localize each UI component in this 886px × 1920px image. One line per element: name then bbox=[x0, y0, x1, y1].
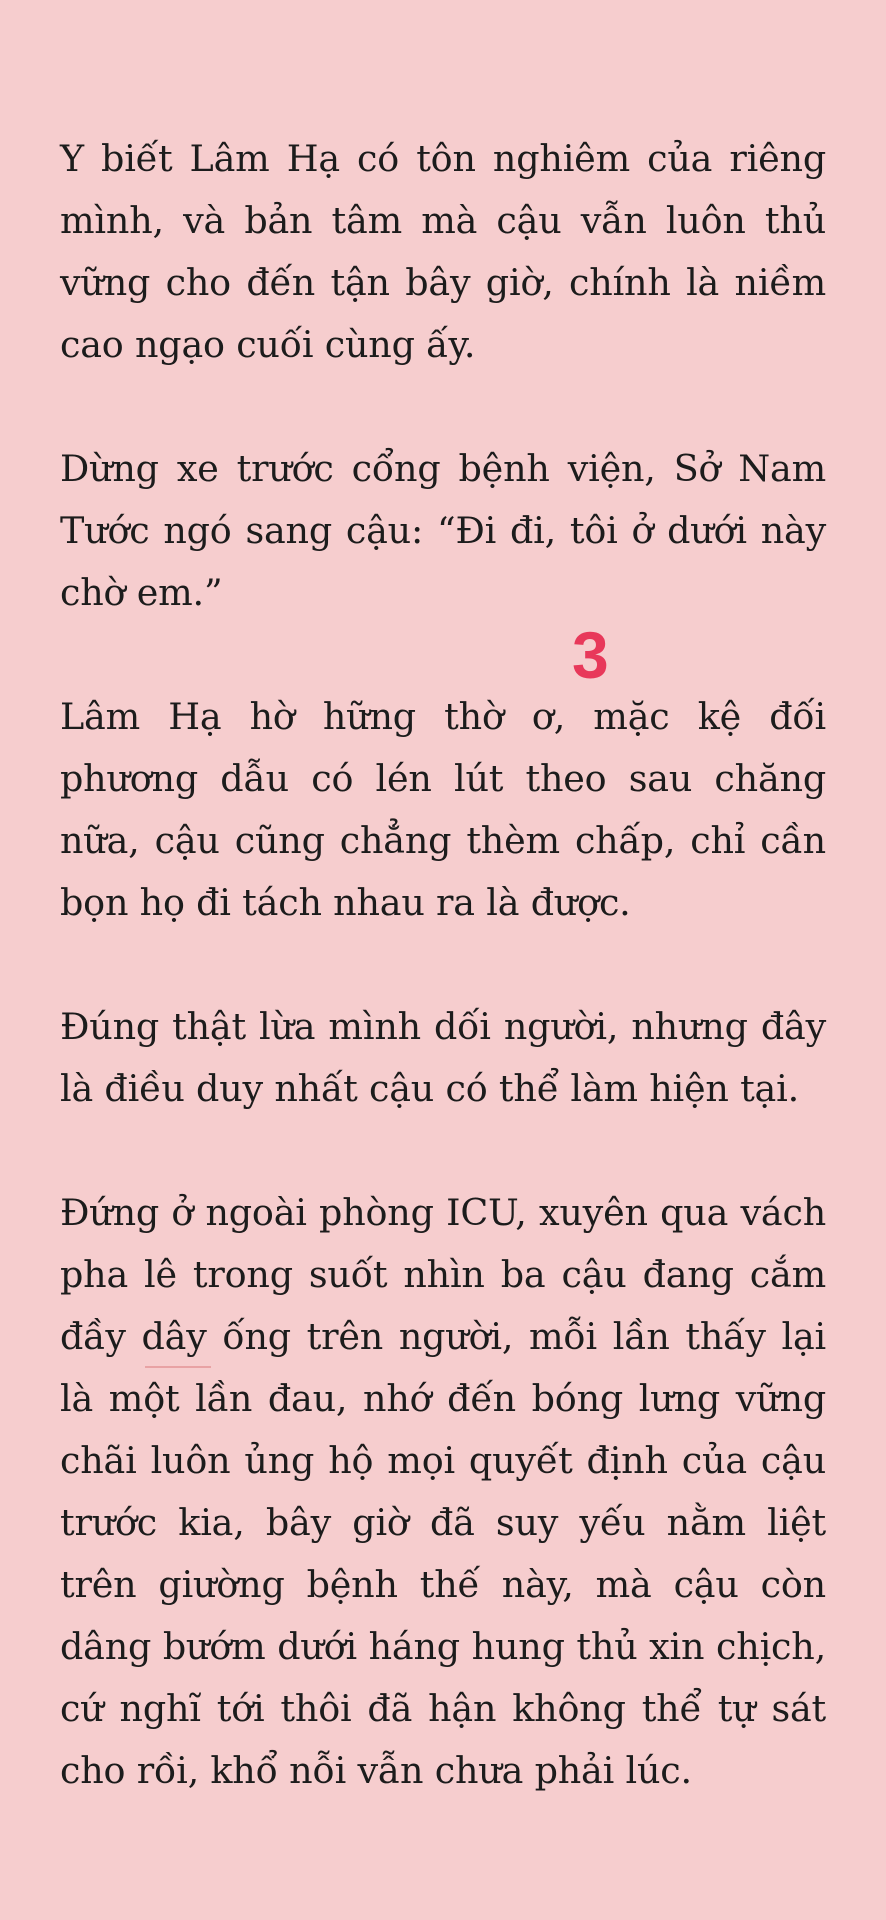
paragraph-3: Lâm Hạ hờ hững thờ ơ, mặc kệ đối phương dẫu có lén lút theo sau chăng nữa, cậu cũng chẳng thèm chấp, chỉ cần bọn họ đi tách nhau ra là được. bbox=[60, 695, 826, 924]
spellcheck-underline bbox=[145, 1366, 211, 1368]
paragraph-2: Dừng xe trước cổng bệnh viện, Sở Nam Tước ngó sang cậu: “Đi đi, tôi ở dưới này chờ em.” bbox=[60, 447, 826, 614]
story-text bbox=[60, 128, 826, 1802]
paragraph-5: Đứng ở ngoài phòng ICU, xuyên qua vách pha lê trong suốt nhìn ba cậu đang cắm đầy dây ống trên người, mỗi lần thấy lại là một lần đau, nhớ đến bóng lưng vững chãi luôn ủng hộ mọi quyết định của cậu trước kia, bây giờ đã suy yếu nằm liệt trên giường bệnh thế này, mà cậu còn dâng bướm dưới háng hung thủ xin chịch, cứ nghĩ tới thôi đã hận không thể tự sát cho rồi, khổ nỗi vẫn chưa phải lúc. bbox=[60, 1191, 826, 1792]
page-number: 3 bbox=[572, 618, 609, 692]
paragraph-4: Đúng thật lừa mình dối người, nhưng đây là điều duy nhất cậu có thể làm hiện tại. bbox=[60, 1005, 826, 1110]
paragraph-1: Y biết Lâm Hạ có tôn nghiêm của riêng mình, và bản tâm mà cậu vẫn luôn thủ vững cho đến tận bây giờ, chính là niềm cao ngạo cuối cùng ấy. bbox=[60, 137, 826, 366]
